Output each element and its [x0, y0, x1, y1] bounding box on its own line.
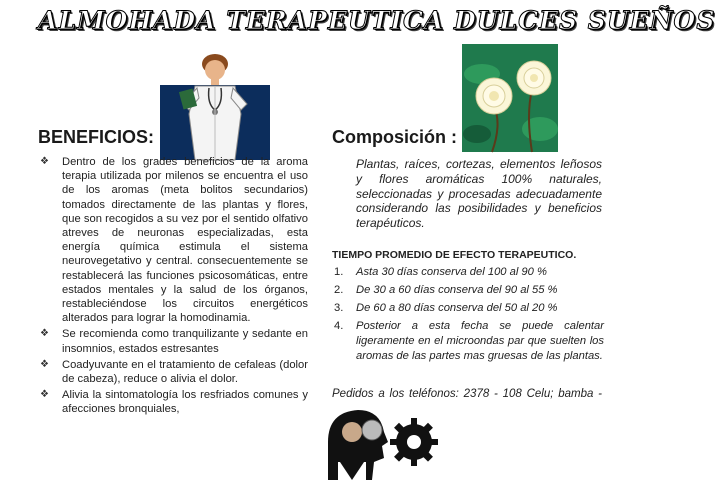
- white-roses-photo: [462, 44, 558, 152]
- diamond-bullet-icon: ❖: [40, 358, 49, 370]
- list-item: 4. Posterior a esta fecha se puede calentar ligeramente en el microondas par que suelten los aromas de las partes mas gruesas de las plantas.: [334, 320, 604, 362]
- composicion-text: Plantas, raíces, cortezas, elementos leñosos y flores aromáticas 100% naturales, seleccionadas y procesadas adecuadamente considerando las posibilidades y beneficios terapéuticos.: [356, 157, 602, 231]
- pedidos-text: Pedidos a los teléfonos: 2378 - 108 Celu; bamba -: [332, 388, 602, 400]
- beneficios-list: [40, 155, 308, 419]
- list-item: 1. Asta 30 días conserva del 100 al 90 %: [334, 266, 547, 278]
- list-item: ❖ Coadyuvante en el tratamiento de cefaleas (dolor de cabeza), reduce o alivia el dolor.: [40, 358, 308, 386]
- composicion-heading: Composición :: [332, 127, 457, 147]
- beneficios-heading: BENEFICIOS:: [38, 127, 155, 147]
- diamond-bullet-icon: ❖: [40, 389, 49, 401]
- diamond-bullet-icon: ❖: [40, 156, 49, 167]
- page-title: ALMOHADA TERAPEUTICA DULCES SUEÑOS: [38, 6, 715, 35]
- tiempo-list: [334, 265, 604, 367]
- list-item: ❖ Dentro de los grades beneficios de la aroma terapia utilizada por milenos se encuentra el uso de los aromas (meta bolitos secundarios) tomados directamente de las plantas y flores, que son recogidos a su vez por el sentido olfativo atreves de neuronas especializadas, esta energía química estimula el sistema neurovegetativo y central. consecuentemente se restablecerá las funciones psicosomáticas, entre estados mentales y la salud de los órganos, restableciéndose los circuitos energéticos alterados para lograr la homodinamia.: [40, 156, 308, 325]
- diamond-bullet-icon: ❖: [40, 328, 49, 340]
- list-item: 2. De 30 a 60 días conserva del 90 al 55 %: [334, 284, 558, 296]
- tiempo-heading: TIEMPO PROMEDIO DE EFECTO TERAPEUTICO.: [332, 249, 577, 261]
- gears-head-clipart-icon: [318, 402, 446, 480]
- list-item: ❖ Se recomienda como tranquilizante y sedante en insomnios, estados estresantes: [40, 328, 308, 355]
- list-item: 3. De 60 a 80 días conserva del 50 al 20 %: [334, 302, 558, 314]
- list-item: ❖ Alivia la sintomatología los resfriados comunes y afecciones bronquiales,: [40, 389, 308, 416]
- doctor-clipart-icon: [175, 44, 255, 160]
